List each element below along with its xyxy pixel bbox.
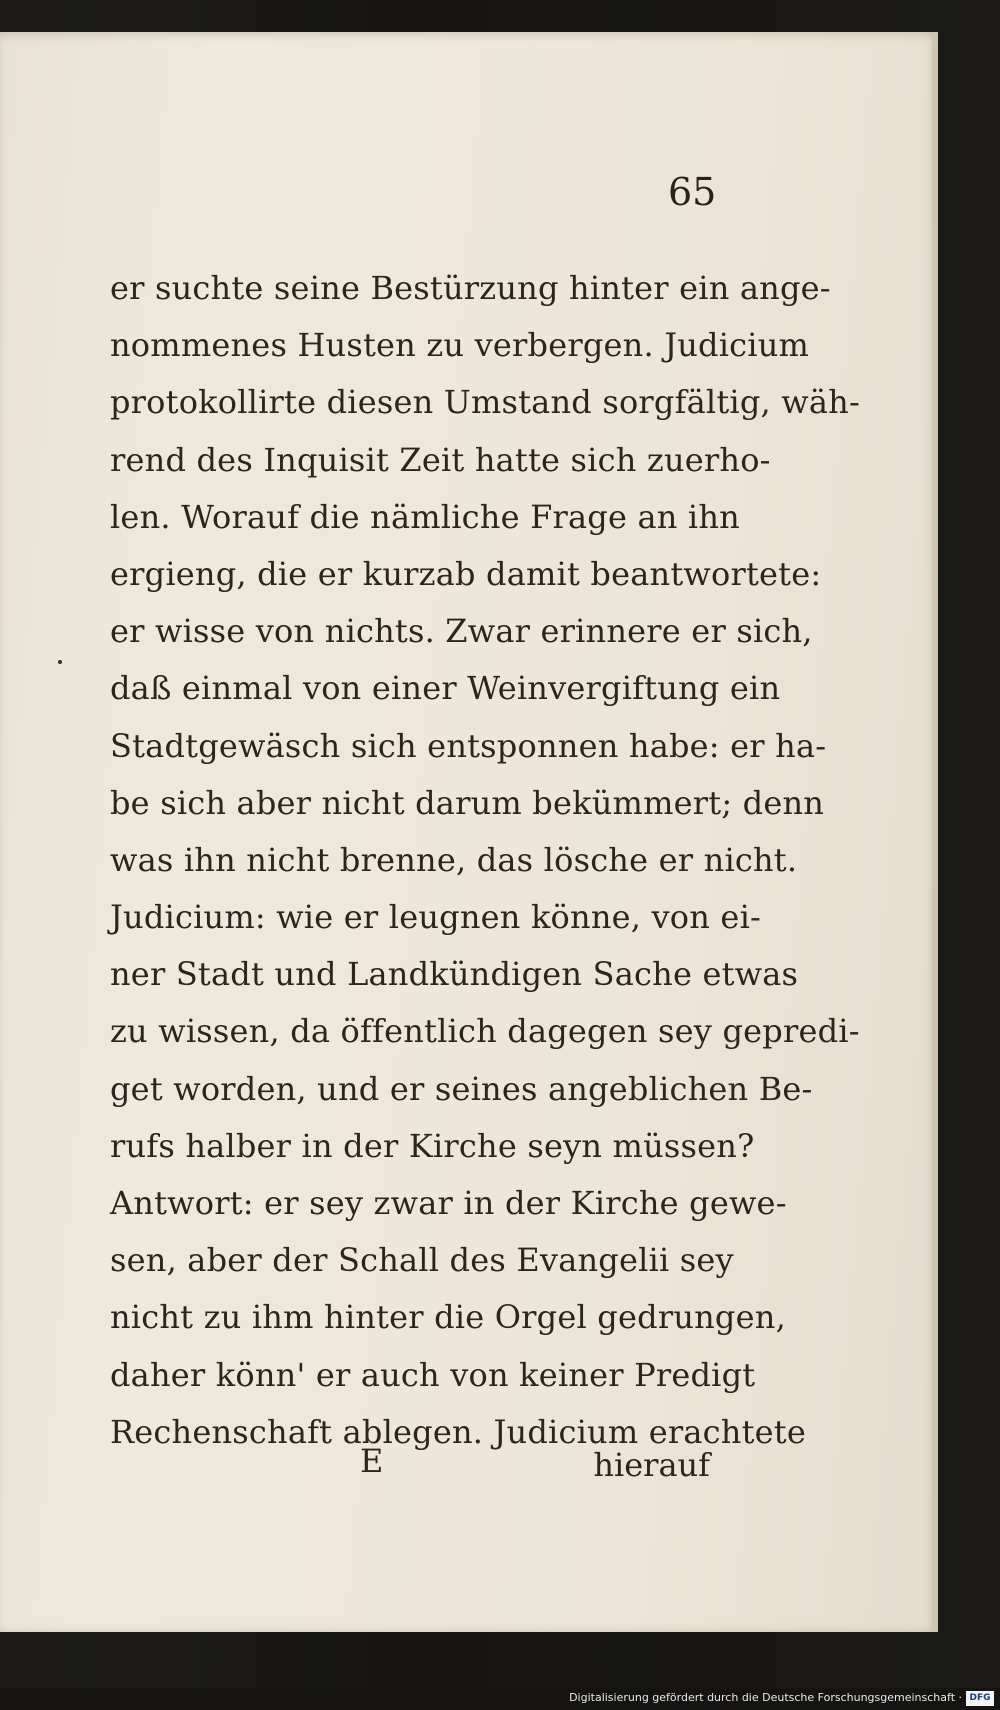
text-line: sen, aber der Schall des Evangelii sey xyxy=(110,1241,734,1280)
page-number: 65 xyxy=(668,170,717,214)
text-line: daß einmal von einer Weinvergiftung ein xyxy=(110,669,781,708)
text-line: Antwort: er sey zwar in der Kirche gewe- xyxy=(110,1184,787,1222)
text-line: was ihn nicht brenne, das lösche er nicht. xyxy=(110,840,798,879)
text-line: ner Stadt und Landkündigen Sache etwas xyxy=(110,955,799,994)
text-line: daher könn' er auch von keiner Predigt xyxy=(110,1355,756,1394)
credit-bar xyxy=(0,1688,1000,1710)
text-line: Rechenschaft ablegen. Judicium erachtete xyxy=(110,1412,806,1451)
catchword: hierauf xyxy=(593,1446,710,1484)
text-line: zu wissen, da öffentlich dagegen sey gepredi- xyxy=(110,1012,860,1051)
text-line: get worden, und er seines angeblichen Be- xyxy=(110,1069,813,1108)
text-line: rufs halber in der Kirche seyn müssen? xyxy=(110,1126,755,1165)
text-line: nommenes Husten zu verbergen. Judicium xyxy=(110,326,810,365)
page-edge xyxy=(932,32,938,1632)
text-line: protokollirte diesen Umstand sorgfältig, wäh- xyxy=(110,383,860,422)
text-line: len. Worauf die nämliche Frage an ihn xyxy=(110,497,740,536)
text-line: nicht zu ihm hinter die Orgel gedrungen, xyxy=(110,1298,786,1337)
dfg-logo: DFG xyxy=(966,1691,994,1706)
text-line: Stadtgewäsch sich entsponnen habe: er ha- xyxy=(110,726,827,765)
text-line: Judicium: wie er leugnen könne, von ei- xyxy=(110,898,762,937)
page-footer xyxy=(110,1434,710,1494)
book-page xyxy=(0,32,938,1632)
text-line: rend des Inquisit Zeit hatte sich zuerho- xyxy=(110,440,771,479)
text-line: be sich aber nicht darum bekümmert; denn xyxy=(110,783,825,822)
signature-mark: E xyxy=(360,1442,384,1480)
ink-speck xyxy=(58,660,62,664)
body-text xyxy=(110,260,860,1461)
text-line: ergieng, die er kurzab damit beantwortete: xyxy=(110,554,822,593)
credit-text: Digitalisierung gefördert durch die Deutsche Forschungsgemeinschaft · xyxy=(569,1691,962,1704)
text-line: er suchte seine Bestürzung hinter ein ange- xyxy=(110,269,831,307)
text-line: er wisse von nichts. Zwar erinnere er sich, xyxy=(110,612,813,651)
